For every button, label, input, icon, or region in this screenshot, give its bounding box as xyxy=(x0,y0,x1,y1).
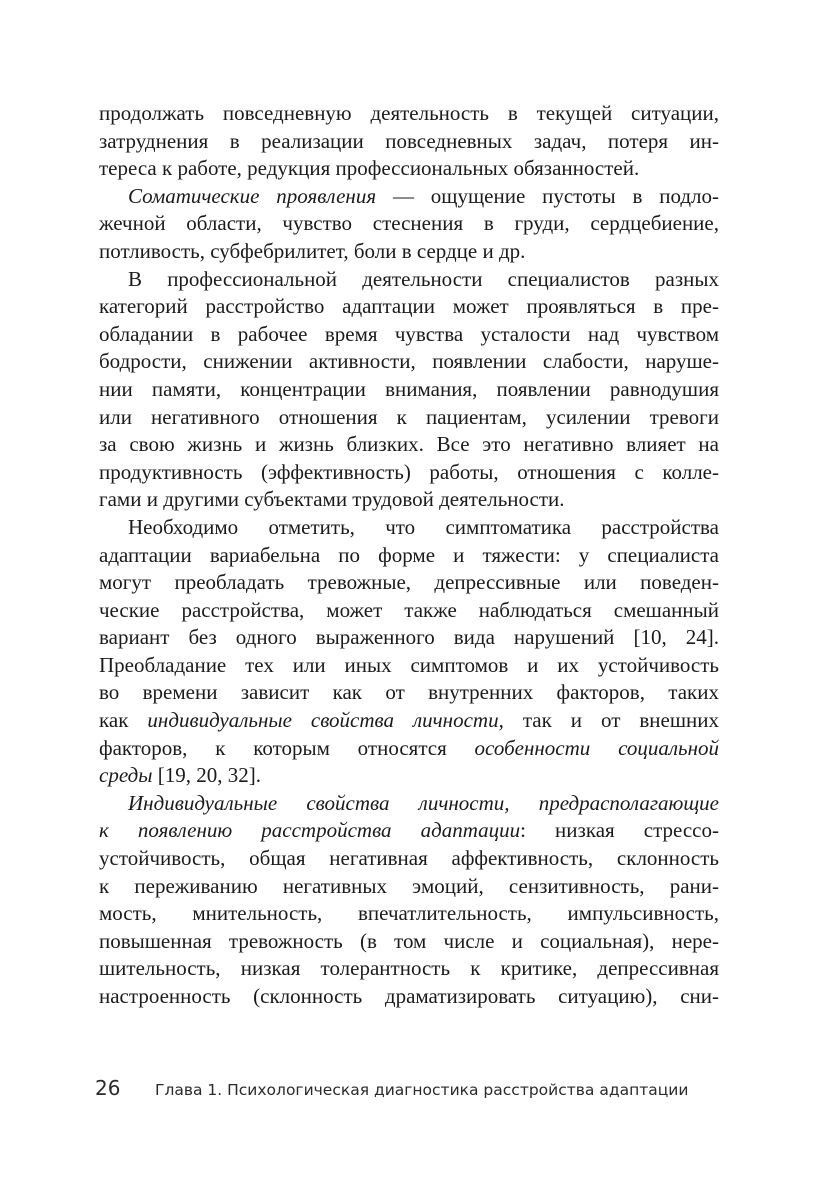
text-line: повышенная тревожность (в том числе и социальная), нере- xyxy=(99,928,719,953)
text-line: затруднения в реализации повседневных задач, потеря ин- xyxy=(99,128,719,153)
text-line: обладании в рабочее время чувства усталости над чувством xyxy=(99,321,719,346)
text-line: адаптации вариабельна по форме и тяжести: у специалиста xyxy=(99,542,719,567)
text-line xyxy=(99,735,719,763)
text-line: В профессиональной деятельности специалистов разных xyxy=(128,266,719,291)
text-line: жечной области, чувство стеснения в груди, сердцебиение, xyxy=(99,211,719,236)
text-line: Преобладание тех или иных симптомов и их устойчивость xyxy=(99,652,719,677)
text-line xyxy=(99,762,719,790)
text-line: шительность, низкая толерантность к критике, депрессивная xyxy=(99,956,719,981)
text-line: нии памяти, концентрации внимания, появлении равнодушия xyxy=(99,376,719,401)
text-line: ческие расстройства, может также наблюдаться смешанный xyxy=(99,597,719,622)
text-line: продуктивность (эффективность) работы, отношения с колле- xyxy=(99,459,719,484)
text-line xyxy=(99,790,719,818)
text-line: или негативного отношения к пациентам, усилении тревоги xyxy=(99,404,719,429)
text-line: устойчивость, общая негативная аффективность, склонность xyxy=(99,846,719,871)
italic-term: Соматические проявления xyxy=(128,183,377,208)
text-line: настроенность (склонность драматизировать ситуацию), сни- xyxy=(99,984,719,1008)
text-line: тереса к работе, редукция профессиональных обязанностей. xyxy=(99,156,640,181)
text-line: мость, мнительность, впечатлительность, импульсивность, xyxy=(99,901,719,926)
page-body xyxy=(99,100,719,1011)
text-line: могут преобладать тревожные, депрессивные или поведен- xyxy=(99,570,719,595)
text-line xyxy=(99,817,719,845)
text-line: Необходимо отметить, что симптоматика расстройства xyxy=(128,514,719,539)
text-line: к переживанию негативных эмоций, сензитивность, рани- xyxy=(99,873,719,898)
text-line: категорий расстройство адаптации может проявляться в пре- xyxy=(99,294,719,319)
text-line: бодрости, снижении активности, появлении слабости, наруше- xyxy=(99,349,719,374)
italic-term: индивидуальные свойства личности xyxy=(147,708,499,733)
text-line xyxy=(99,183,719,211)
text-line xyxy=(99,707,719,735)
text-line: во времени зависит как от внутренних факторов, таких xyxy=(99,680,719,705)
text-fragment: , так и от внешних xyxy=(498,708,719,733)
text-fragment: — ощущение пустоты в подло- xyxy=(376,183,719,208)
page-number: 26 xyxy=(95,1076,121,1100)
text-line: гами и другими субъектами трудовой деятельности. xyxy=(99,487,565,512)
text-line: вариант без одного выраженного вида нарушений [10, 24]. xyxy=(99,625,719,650)
text-line: потливость, субфебрилитет, боли в сердце и др. xyxy=(99,238,526,263)
text-line: за свою жизнь и жизнь близких. Все это негативно влияет на xyxy=(99,432,719,457)
text-fragment: [19, 20, 32]. xyxy=(152,763,261,788)
italic-term: Индивидуальные свойства личности, предрасполагающие xyxy=(128,790,719,815)
running-head: Глава 1. Психологическая диагностика расстройства адаптации xyxy=(155,1081,689,1099)
text-fragment: факторов, к которым относятся xyxy=(99,735,475,760)
text-line: продолжать повседневную деятельность в текущей ситуации, xyxy=(99,101,719,125)
text-fragment: как xyxy=(99,708,148,733)
italic-term: к появлению расстройства адаптации xyxy=(99,818,521,843)
page-footer xyxy=(95,1076,735,1100)
italic-term: особенности социальной xyxy=(474,735,720,760)
italic-term: среды xyxy=(99,763,153,788)
text-fragment: : низкая стрессо- xyxy=(520,818,719,843)
